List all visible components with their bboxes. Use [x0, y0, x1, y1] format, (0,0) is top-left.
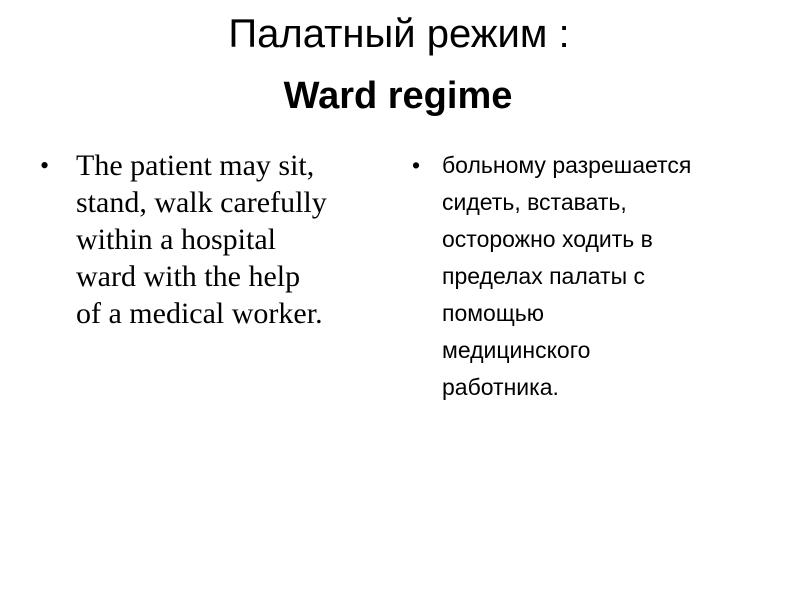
left-bullet-item	[40, 147, 390, 332]
title-english: Ward regime	[283, 75, 513, 117]
bullet-icon: •	[412, 152, 421, 178]
left-bullet-text: The patient may sit, stand, walk carefully within a hospital ward with the help of a medical worker.	[76, 149, 327, 330]
right-bullet-item	[412, 147, 772, 406]
right-column	[412, 147, 772, 406]
left-column	[40, 147, 390, 332]
title-russian: Палатный режим :	[228, 12, 570, 56]
bullet-icon: •	[40, 151, 50, 180]
right-bullet-text: больному разрешается сидеть, вставать, осторожно ходить в пределах палаты с помощью медицинского работника.	[442, 152, 692, 400]
slide-title	[0, 8, 794, 122]
